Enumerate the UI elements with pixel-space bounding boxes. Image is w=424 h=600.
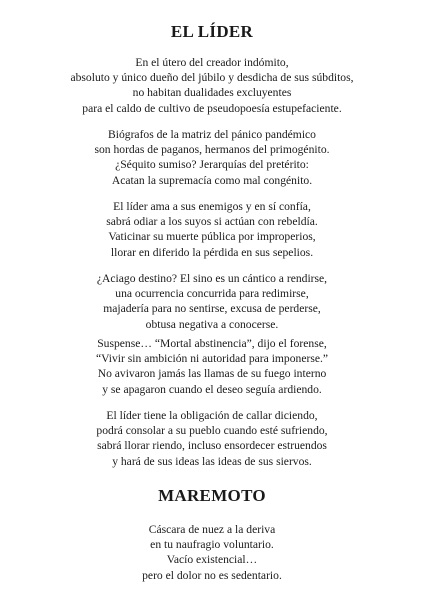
stanza-5 (0, 336, 424, 397)
verse-line: En el útero del creador indómito, (135, 56, 289, 69)
verse-line: y hará de sus ideas las ideas de sus siervos. (112, 454, 312, 468)
verse-line: ¿Aciago destino? El sino es un cántico a rendirse, (96, 272, 328, 285)
verse-line: ¿Séquito sumiso? Jerarquías del pretérito: (115, 158, 309, 172)
verse-line: podrá consolar a su pueblo cuando esté sufriendo, (96, 424, 328, 438)
verse-line: Vacío existencial… (166, 553, 258, 567)
verse-line: llorar en diferido la pérdida en sus sepelios. (110, 245, 314, 259)
verse-line: Biógrafos de la matriz del pánico pandémico (108, 128, 316, 141)
verse-line: majadería para no sentirse, excusa de perderse, (103, 302, 321, 316)
verse-line: No avivaron jamás las llamas de su fuego interno (97, 367, 327, 381)
stanza-3 (0, 199, 424, 260)
verse-line: en tu naufragio voluntario. (150, 538, 274, 552)
verse-line: El líder tiene la obligación de callar diciendo, (106, 409, 318, 422)
verse-line: pero el dolor no es sedentario. (142, 568, 282, 582)
verse-line: para el caldo de cultivo de pseudopoesía estupefaciente. (82, 101, 342, 115)
verse-line: no habitan dualidades excluyentes (132, 86, 292, 100)
verse-line: una ocurrencia concurrida para redimirse, (115, 287, 309, 301)
verse-line: Suspense… “Mortal abstinencia”, dijo el forense, (97, 337, 327, 350)
poem-title-maremoto: MAREMOTO (158, 486, 266, 505)
stanza-6 (0, 408, 424, 469)
verse-line: y se apagaron cuando el deseo seguía ardiendo. (102, 382, 322, 396)
verse-line: “Vivir sin ambición ni autoridad para imponerse.” (95, 352, 329, 366)
verse-line: sabrá odiar a los suyos si actúan con rebeldía. (106, 215, 318, 229)
stanza-4 (0, 271, 424, 332)
verse-line: sabrá llorar riendo, incluso ensordecer estruendos (97, 439, 327, 453)
stanza-1 (0, 55, 424, 116)
verse-line: obtusa negativa a conocerse. (145, 317, 279, 331)
verse-line: El líder ama a sus enemigos y en sí confía, (113, 200, 311, 213)
verse-line: Cáscara de nuez a la deriva (148, 523, 276, 536)
poem-title-el-lider: EL LÍDER (170, 22, 254, 41)
verse-line: Acatan la supremacía como mal congénito. (111, 173, 313, 187)
verse-line: absoluto y único dueño del júbilo y desdicha de sus súbditos, (70, 71, 354, 85)
verse-line: Vaticinar su muerte pública por improperios, (108, 230, 316, 244)
stanza-maremoto (0, 522, 424, 583)
stanza-2 (0, 127, 424, 188)
verse-line: son hordas de paganos, hermanos del primogénito. (94, 143, 330, 157)
